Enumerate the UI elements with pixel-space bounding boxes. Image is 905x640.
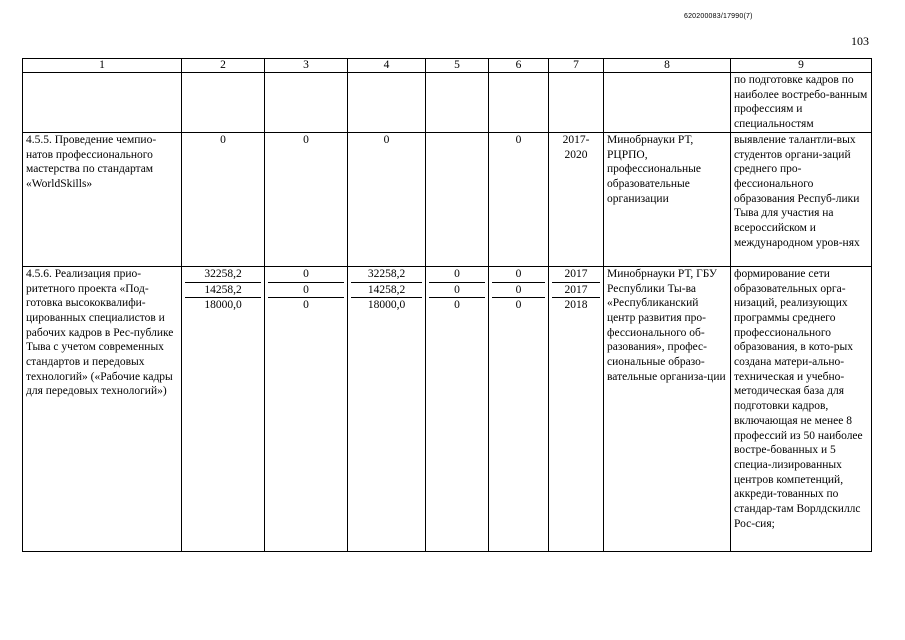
value-line: 14258,2 [185,283,261,299]
value-cell: 0 [182,132,265,266]
value-line: 32258,2 [351,267,422,283]
column-number: 8 [604,59,731,73]
page-number: 103 [851,34,869,48]
value-line: 0 [268,267,344,283]
value-line: 0 [454,299,460,312]
measures-table [22,58,872,552]
executor-cell: Минобрнауки РТ, РЦРПО, профессиональные образовательные организации [604,132,731,266]
value-line: 18000,0 [367,299,406,312]
period-line: 2017 [552,267,600,283]
column-number-row [23,59,872,73]
value-line: 0 [429,267,485,283]
value-line: 0 [429,283,485,299]
column-number: 4 [348,59,426,73]
column-number: 9 [731,59,872,73]
measure-name-cell: 4.5.6. Реализация прио-ритетного проекта «Под-готовка высококвалифи-цированных специалистов и рабочих кадров в Рес-публике Тыва с учетом современных стандартов и передовых технологий» («Рабочие кадры для передовых технологий») [23,266,182,551]
value-line: 32258,2 [185,267,261,283]
table-row [23,73,872,133]
value-line: 0 [492,283,545,299]
value-line: 18000,0 [204,299,242,312]
expected-result-cell: по подготовке кадров по наиболее востребо-ванным профессиям и специальностям [731,73,872,133]
period-cell: 2017-2020 [549,132,604,266]
value-cell [426,132,489,266]
value-line: 14258,2 [351,283,422,299]
value-line: 0 [515,299,522,312]
period-line: 2017 [552,283,600,299]
executor-cell: Минобрнауки РТ, ГБУ Республики Ты-ва «Республиканский центр развития про-фессионального об-разования», профес-сиональные образо-вательные организа-ции [604,266,731,551]
value-line: 0 [492,267,545,283]
column-number: 3 [265,59,348,73]
measure-name-cell: 4.5.5. Проведение чемпио-натов профессионального мастерства по стандартам «WorldSkills» [23,132,182,266]
table-row [23,132,872,266]
column-number: 6 [489,59,549,73]
value-cell: 0 [489,132,549,266]
column-number: 1 [23,59,182,73]
document-id: 620200083/17990(7) [684,13,753,20]
value-line: 0 [268,283,344,299]
measure-name-cell [23,73,182,133]
period-line: 2018 [564,299,588,312]
expected-result-cell: выявление талантли-вых студентов органи-заций среднего про-фессионального образования Респуб-лики Тыва для участия на всероссийском и международном уров-нях [731,132,872,266]
value-line: 0 [303,299,309,312]
value-cell: 0 [348,132,426,266]
column-number: 5 [426,59,489,73]
value-cell: 0 [265,132,348,266]
column-number: 7 [549,59,604,73]
table-row [23,266,872,551]
column-number: 2 [182,59,265,73]
expected-result-cell: формирование сети образовательных орга-низаций, реализующих программы среднего профессионального образования, в кото-рых создана матери-ально-техническая и учебно-методическая база для подготовки кадров, включающая не менее 8 профессий из 50 наиболее востре-бованных и 5 специа-лизированных центров компетенций, аккреди-тованных по стандар-там Ворлдскиллс Рос-сия; [731,266,872,551]
